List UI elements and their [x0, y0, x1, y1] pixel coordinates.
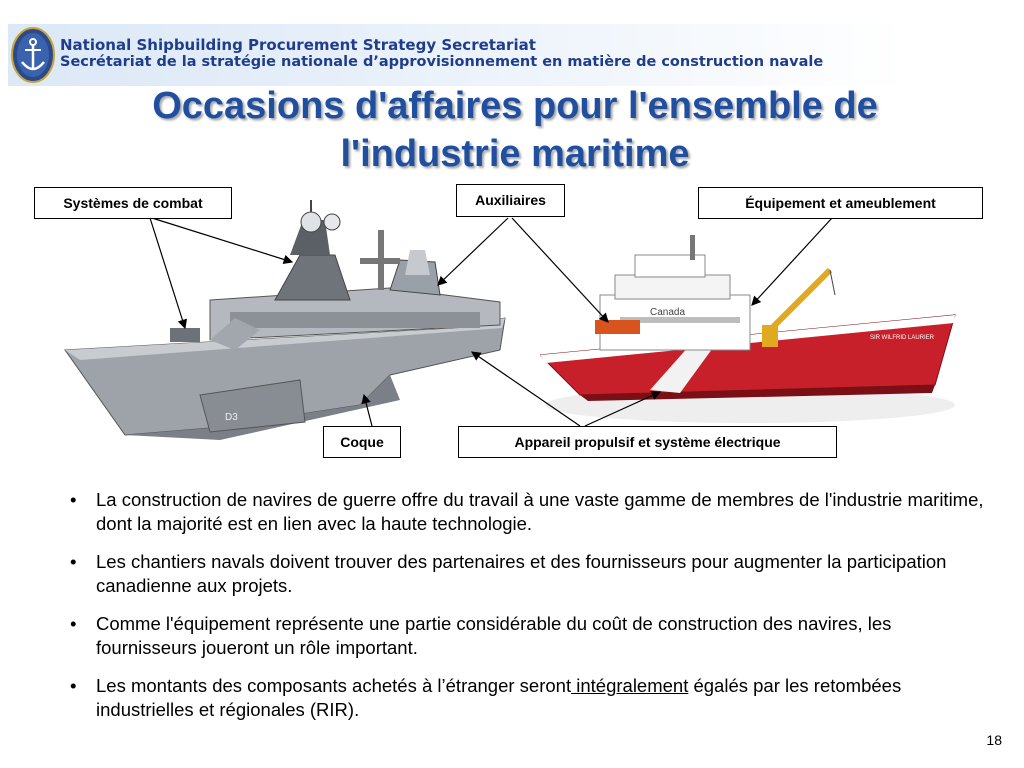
svg-text:D3: D3: [225, 412, 238, 423]
title-line-1: Occasions d'affaires pour l'ensemble de: [152, 85, 878, 127]
anchor-icon: [10, 26, 56, 84]
label-combat-systems: Systèmes de combat: [34, 187, 232, 219]
label-auxiliaries: Auxiliaires: [456, 184, 565, 217]
bullet-item: [70, 674, 985, 722]
bullet-item: [70, 550, 985, 598]
slide-title: [20, 82, 1010, 178]
bullet-glyph: •: [70, 489, 77, 510]
bullet-text-post: égalés par les retombées industrielles et régionales (RIR).: [96, 675, 902, 720]
label-equipment: Équipement et ameublement: [698, 187, 983, 219]
bullet-glyph: •: [70, 613, 77, 634]
title-line-2: l'industrie maritime: [340, 133, 690, 175]
bullet-glyph: •: [70, 675, 77, 696]
bullet-item: [70, 612, 985, 660]
bullet-text-underlined: intégralement: [571, 675, 689, 696]
bullet-text: La construction de navires de guerre offre du travail à une vaste gamme de membres de l'industrie maritime, dont la majorité est en lien avec la haute technologie.: [96, 489, 984, 534]
bullet-glyph: •: [70, 551, 77, 572]
bullet-text: Comme l'équipement représente une partie considérable du coût de construction des navires, les fournisseurs joueront un rôle important.: [96, 613, 892, 658]
org-name-english: National Shipbuilding Procurement Strategy Secretariat: [60, 36, 536, 54]
hull-marking-canada: Canada: [650, 307, 686, 318]
bullet-text: Les chantiers navals doivent trouver des partenaires et des fournisseurs pour augmenter la participation canadienne aux projets.: [96, 551, 947, 596]
bullet-text-pre: Les montants des composants achetés à l’étranger seront: [96, 675, 572, 696]
bullet-item: [70, 488, 985, 536]
warship-cutaway-image: [60, 200, 520, 460]
page-number: 18: [986, 732, 1002, 748]
label-hull: Coque: [323, 426, 401, 458]
org-name-french: Secrétariat de la stratégie nationale d’approvisionnement en matière de construction navale: [60, 54, 824, 70]
coast-guard-ship-image: [540, 235, 960, 435]
hull-marking-name: SIR WILFRID LAURIER: [870, 335, 935, 341]
bullet-list: [70, 488, 985, 736]
label-propulsion: Appareil propulsif et système électrique: [458, 426, 837, 458]
